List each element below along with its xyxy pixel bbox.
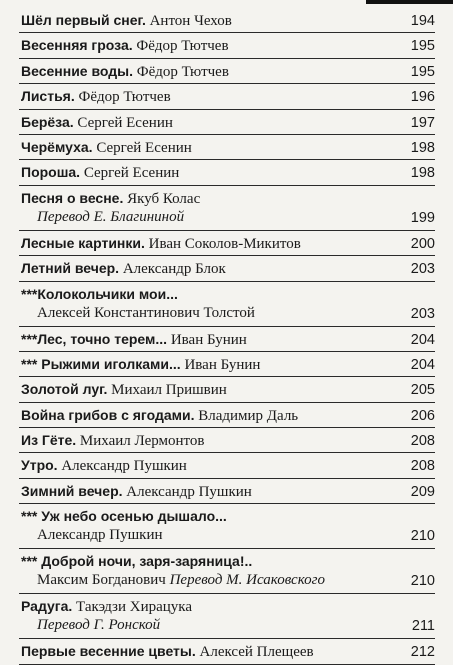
entry-author: Михаил Лермонтов: [79, 433, 205, 450]
entry-line: [21, 285, 435, 305]
entry-line: [21, 87, 435, 107]
toc-entry: [19, 33, 435, 58]
top-rule: [366, 0, 453, 4]
entry-line: [21, 113, 435, 133]
toc-entry: [19, 59, 435, 84]
entry-author: Фёдор Тютчев: [136, 38, 229, 55]
page-number: 211: [411, 618, 435, 635]
entry-author: Сергей Есенин: [77, 114, 173, 131]
entry-line: [21, 355, 435, 375]
toc-entry: [19, 594, 435, 639]
page-number: 206: [410, 407, 435, 424]
entry-author: Алексей Константинович Толстой: [37, 304, 255, 321]
entry-line: [21, 138, 435, 158]
entry-line: [21, 616, 435, 635]
entry-author: Александр Пушкин: [37, 527, 163, 544]
entry-title: Шёл первый снег.: [21, 12, 146, 28]
entry-title: Из Гёте.: [21, 432, 77, 449]
page-number: 195: [410, 63, 435, 80]
entry-title: Зимний вечер.: [21, 482, 123, 499]
entry-line: [21, 482, 435, 502]
toc-entry: [19, 160, 435, 185]
entry-line: [21, 163, 435, 183]
entry-title: Пороша.: [21, 164, 81, 181]
entry-title: ***Лес, точно терем...: [21, 330, 168, 347]
entry-title: Лесные картинки.: [21, 234, 145, 251]
entry-author: Сергей Есенин: [83, 165, 180, 182]
page-number: 204: [410, 331, 435, 348]
entry-title: Весенняя гроза.: [21, 37, 133, 54]
page-number: 208: [410, 458, 435, 475]
page-number: 204: [410, 356, 435, 373]
entry-title: ***Колокольчики мои...: [21, 285, 178, 302]
entry-line: [21, 189, 435, 209]
entry-line: [21, 431, 435, 451]
entry-title: Песня о весне.: [21, 189, 124, 206]
page-number: 208: [410, 433, 435, 450]
toc-entry: [19, 186, 435, 231]
toc-entry: [19, 428, 435, 453]
entry-author: Максим Богданович: [37, 572, 166, 589]
page-number: 205: [410, 382, 435, 399]
toc-entry: [19, 504, 435, 549]
entry-author: Якуб Колас: [127, 190, 201, 207]
entry-title: *** Доброй ночи, заря-заряница!..: [21, 553, 253, 570]
toc-entry: [19, 453, 435, 478]
page-number: 197: [410, 114, 435, 131]
entry-title: Утро.: [21, 457, 58, 474]
toc-entry: [19, 110, 435, 135]
entry-line: [21, 526, 435, 545]
entry-author: Владимир Даль: [198, 407, 299, 424]
page-number: 200: [410, 235, 435, 252]
toc-entry: [19, 377, 435, 402]
entry-title: Золотой луг.: [21, 381, 108, 398]
entry-line: [21, 380, 435, 400]
toc-entry: [19, 8, 435, 33]
entry-line: [21, 234, 435, 254]
page-number: 203: [410, 305, 435, 322]
page-number: 198: [410, 165, 435, 182]
entry-author: Александр Пушкин: [61, 458, 187, 475]
page-number: 195: [410, 38, 435, 55]
entry-author: Михаил Пришвин: [111, 382, 227, 399]
entry-author: Иван Бунин: [184, 356, 261, 373]
entry-author: Алексей Плещеев: [199, 644, 314, 661]
toc-entry: [19, 639, 435, 664]
page-number: 209: [410, 483, 435, 500]
entry-line: [21, 36, 435, 56]
entry-title: Радуга.: [21, 598, 73, 615]
entry-line: [21, 11, 435, 31]
entry-line: [21, 208, 435, 227]
table-of-contents: [19, 8, 435, 665]
page-number: 210: [410, 528, 435, 545]
entry-line: [21, 304, 435, 323]
entry-author: Такэдзи Хирацука: [76, 599, 193, 616]
entry-author: Фёдор Тютчев: [78, 89, 171, 106]
entry-line: [21, 597, 435, 617]
page-number: 194: [410, 13, 435, 29]
toc-entry: [19, 352, 435, 377]
toc-entry: [19, 403, 435, 428]
page-number: 198: [410, 139, 435, 156]
entry-translator: Перевод Е. Благининой: [37, 208, 185, 225]
entry-title: *** Рыжими иголками...: [21, 355, 181, 372]
toc-entry: [19, 84, 435, 109]
entry-translator: Перевод Г. Ронской: [37, 617, 161, 634]
entry-line: [21, 571, 435, 590]
toc-entry: [19, 256, 435, 281]
entry-line: [21, 330, 435, 350]
entry-title: Листья.: [21, 88, 75, 105]
toc-entry: [19, 135, 435, 160]
entry-line: [21, 552, 435, 572]
entry-title: *** Уж небо осенью дышало...: [21, 508, 227, 525]
entry-line: [21, 456, 435, 476]
entry-translator: Перевод М. Исаковского: [169, 572, 325, 589]
page-number: 199: [410, 209, 435, 226]
toc-entry: [19, 282, 435, 327]
entry-line: [21, 507, 435, 527]
page-number: 210: [410, 573, 435, 590]
entry-title: Весенние воды.: [21, 62, 133, 79]
entry-author: Александр Блок: [122, 261, 226, 278]
entry-title: Летний вечер.: [21, 260, 120, 277]
toc-entry: [19, 549, 435, 594]
entry-author: Фёдор Тютчев: [136, 63, 229, 80]
entry-author: Александр Пушкин: [126, 483, 252, 500]
entry-author: Антон Чехов: [149, 13, 232, 29]
entry-title: Берёза.: [21, 113, 74, 130]
entry-author: Иван Соколов-Микитов: [148, 235, 301, 252]
entry-author: Сергей Есенин: [96, 139, 192, 156]
page-number: 196: [410, 89, 435, 106]
entry-title: Война грибов с ягодами.: [21, 406, 195, 423]
toc-entry: [19, 231, 435, 256]
entry-title: Черёмуха.: [21, 138, 93, 155]
toc-entry: [19, 479, 435, 504]
entry-line: [21, 259, 435, 279]
entry-author: Иван Бунин: [170, 331, 247, 348]
entry-line: [21, 62, 435, 82]
page-number: 212: [410, 644, 435, 661]
entry-line: [21, 642, 435, 662]
page-number: 203: [410, 261, 435, 278]
toc-entry: [19, 327, 435, 352]
entry-line: [21, 406, 435, 426]
entry-title: Первые весенние цветы.: [21, 643, 196, 660]
